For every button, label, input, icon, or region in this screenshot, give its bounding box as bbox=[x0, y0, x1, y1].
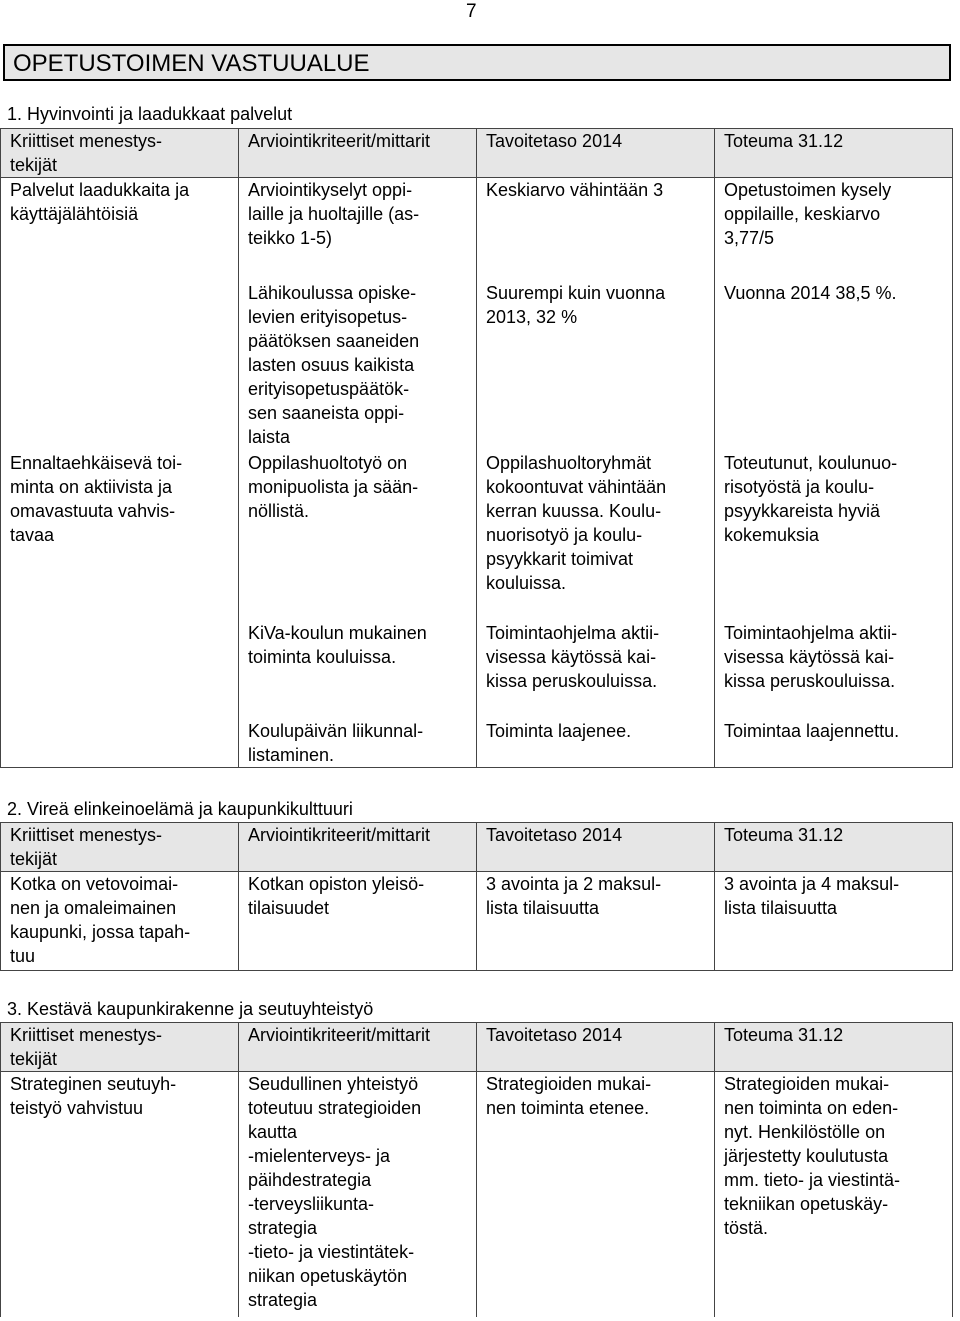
table-cell: 3 avointa ja 4 maksul- lista tilaisuutta bbox=[715, 872, 953, 971]
header-cell: Tavoitetaso 2014 bbox=[477, 1023, 715, 1072]
header-cell: Toteuma 31.12 bbox=[715, 129, 953, 178]
table-cell bbox=[1, 281, 239, 451]
section-3-heading: 3. Kestävä kaupunkirakenne ja seutuyhteistyö bbox=[7, 999, 374, 1019]
table-row bbox=[1, 621, 953, 719]
table-cell: Kotka on vetovoimai- nen ja omaleimainen kaupunki, jossa tapah- tuu bbox=[1, 872, 239, 971]
table-cell: Toimintaa laajennettu. bbox=[715, 719, 953, 768]
table-cell: Oppilashuoltotyö on monipuolista ja sään- nöllistä. bbox=[239, 451, 477, 621]
table-header-row bbox=[1, 823, 953, 872]
section-1-table bbox=[0, 128, 953, 768]
table-row bbox=[1, 872, 953, 971]
table-cell: Opetustoimen kysely oppilaille, keskiarvo 3,77/5 bbox=[715, 178, 953, 282]
table-row bbox=[1, 1072, 953, 1318]
header-cell: Kriittiset menestys- tekijät bbox=[1, 1023, 239, 1072]
table-cell: Toteutunut, koulunuo- risotyöstä ja koulu- psyykkareista hyviä kokemuksia bbox=[715, 451, 953, 621]
header-cell: Arviointikriteerit/mittarit bbox=[239, 823, 477, 872]
header-cell: Kriittiset menestys- tekijät bbox=[1, 129, 239, 178]
table-cell: Kotkan opiston yleisö- tilaisuudet bbox=[239, 872, 477, 971]
table-row bbox=[1, 178, 953, 282]
section-2-heading: 2. Vireä elinkeinoelämä ja kaupunkikulttuuri bbox=[7, 799, 353, 819]
table-header-row bbox=[1, 129, 953, 178]
table-cell: Koulupäivän liikunnal- listaminen. bbox=[239, 719, 477, 768]
document-title-box bbox=[3, 44, 951, 81]
table-row bbox=[1, 281, 953, 451]
header-cell: Toteuma 31.12 bbox=[715, 823, 953, 872]
table-cell: Ennaltaehkäisevä toi- minta on aktiivista ja omavastuuta vahvis- tavaa bbox=[1, 451, 239, 621]
table-cell: Toiminta laajenee. bbox=[477, 719, 715, 768]
table-cell: Arviointikyselyt oppi- laille ja huoltajille (as- teikko 1-5) bbox=[239, 178, 477, 282]
table-cell: Lähikoulussa opiske- levien erityisopetus- päätöksen saaneiden lasten osuus kaikista erityisopetuspäätök- sen saaneista oppi- laista bbox=[239, 281, 477, 451]
page-number: 7 bbox=[466, 1, 477, 22]
table-cell: KiVa-koulun mukainen toiminta kouluissa. bbox=[239, 621, 477, 719]
header-cell: Kriittiset menestys- tekijät bbox=[1, 823, 239, 872]
table-cell bbox=[1, 621, 239, 719]
table-cell: 3 avointa ja 2 maksul- lista tilaisuutta bbox=[477, 872, 715, 971]
header-cell: Arviointikriteerit/mittarit bbox=[239, 1023, 477, 1072]
section-2-table bbox=[0, 822, 953, 971]
table-header-row bbox=[1, 1023, 953, 1072]
header-cell: Tavoitetaso 2014 bbox=[477, 823, 715, 872]
table-cell: Toimintaohjelma aktii- visessa käytössä kai- kissa peruskouluissa. bbox=[715, 621, 953, 719]
table-cell: Suurempi kuin vuonna 2013, 32 % bbox=[477, 281, 715, 451]
table-cell bbox=[1, 719, 239, 768]
table-cell: Palvelut laadukkaita ja käyttäjälähtöisiä bbox=[1, 178, 239, 282]
table-cell: Strategioiden mukai- nen toiminta on eden- nyt. Henkilöstölle on järjestetty koulutusta mm. tieto- ja viestintä- tekniikan opetuskäy- töstä. bbox=[715, 1072, 953, 1318]
header-cell: Toteuma 31.12 bbox=[715, 1023, 953, 1072]
table-cell: Toimintaohjelma aktii- visessa käytössä kai- kissa peruskouluissa. bbox=[477, 621, 715, 719]
table-cell: Vuonna 2014 38,5 %. bbox=[715, 281, 953, 451]
table-cell: Oppilashuoltoryhmät kokoontuvat vähintään kerran kuussa. Koulu- nuorisotyö ja koulu- psyykkarit toimivat kouluissa. bbox=[477, 451, 715, 621]
table-cell: Strateginen seutuyh- teistyö vahvistuu bbox=[1, 1072, 239, 1318]
header-cell: Arviointikriteerit/mittarit bbox=[239, 129, 477, 178]
table-cell: Strategioiden mukai- nen toiminta etenee. bbox=[477, 1072, 715, 1318]
table-cell: Seudullinen yhteistyö toteutuu strategioiden kautta -mielenterveys- ja päihdestrategia -terveysliikunta- strategia -tieto- ja viestintätek- niikan opetuskäytön strategia bbox=[239, 1072, 477, 1318]
table-cell: Keskiarvo vähintään 3 bbox=[477, 178, 715, 282]
document-title: OPETUSTOIMEN VASTUUALUE bbox=[13, 50, 370, 77]
table-row bbox=[1, 451, 953, 621]
section-1-heading: 1. Hyvinvointi ja laadukkaat palvelut bbox=[7, 104, 293, 124]
table-row bbox=[1, 719, 953, 768]
header-cell: Tavoitetaso 2014 bbox=[477, 129, 715, 178]
section-3-table bbox=[0, 1022, 953, 1317]
